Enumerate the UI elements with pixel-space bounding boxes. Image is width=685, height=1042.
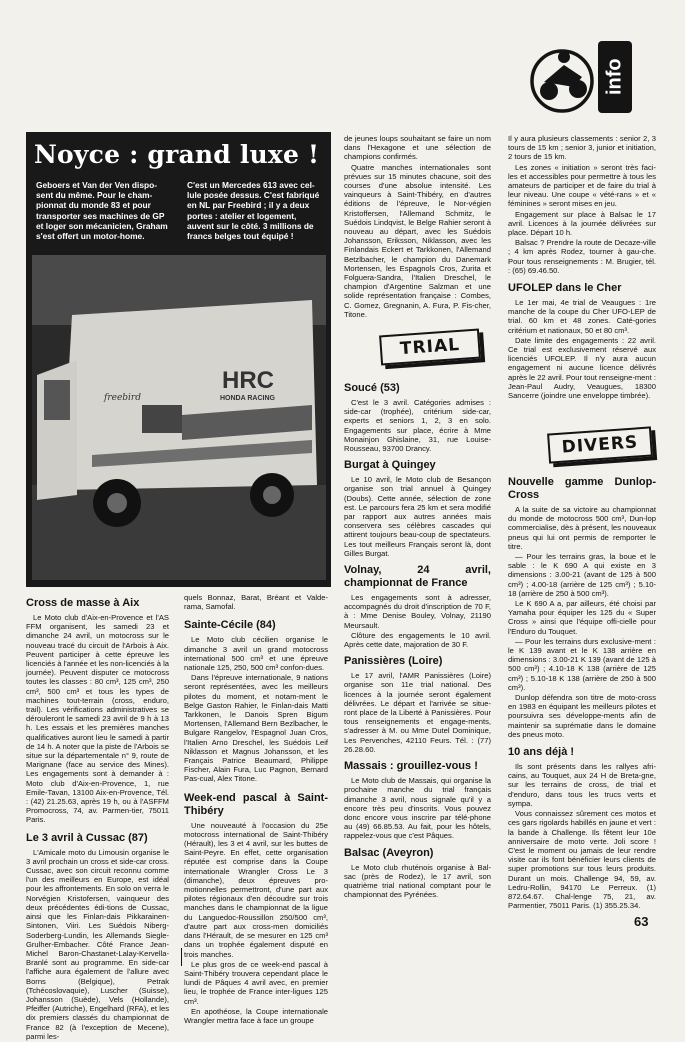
- article-paragraph: — Pour les terrains durs exclusive-ment : le K 139 avant et le K 138 arrière en dimensions : 3.00-21 K 139 (avant de 125 à 500 cm³) ; 4.10-18 K 138 (arrière de 125 cm³) ; 5.10-18 K 138 (arrière de 250 à 500 cm³).: [508, 636, 656, 692]
- article-paragraph: Le 17 avril, l'AMR Panissières (Loire) organise son 11e trial national. Des licences à la journée seront également délivrées. Le départ et l'arrivée se situe-ront place de la Liberté à Panissières. Pour tous renseignements et engage-ments, s'adresser à M. ou Mme Dutel Dominique, Les Pervenches, 42110 Feurs. Tél. : (77) 26.28.60.: [344, 671, 491, 754]
- article-paragraph: Le 10 avril, le Moto club de Besançon organise son trial annuel à Quingey (Doubs). Cette année, sélection de zone est. Le parcours fera 25 km et sera modifié par rapport aux autres années mais conservera ses célèbres cascades qui attirent toujours beau-coup de spectateurs. Les tout meilleurs Français seront là, dont Gilles Burgat.: [344, 475, 491, 558]
- article-title: Week-end pascal à Saint-Thibéry: [184, 791, 328, 817]
- article-title: Balsac (Aveyron): [344, 846, 434, 859]
- article-paragraph: Clôture des engagements le 10 avril. Après cette date, majoration de 30 F.: [344, 630, 491, 650]
- article-title: Soucé (53): [344, 382, 400, 394]
- column-1: [26, 593, 169, 1042]
- column-3: [344, 134, 491, 320]
- column-4-lower: [508, 472, 656, 911]
- photo-label-freebird: freebird: [104, 393, 141, 403]
- article-paragraph: L'Amicale moto du Limousin organise le 3 avril prochain un cross et side-car cross. Cussac, avec son circuit reconnu comme l'un des meilleurs en Europe, est idéal pour les affrontements. En solo on verra le Norvégien Kristofersen, vainqueur des deux précédentes édi-tions de Cussac, ainsi que les Finlan-dais Pikkarainen-Sintonen, Viiri. Les Suédois Niberg-Soderberg-Lundin, les Allemands Siegle-Grulher-Embacher. Côté France Jean-Michel Baron-Chastanet-Lalay-Kervella-Branlé sont au programme. En side-car l'affiche aura également de l'allure avec Borns (Belgique), Petrak (Tchécoslovaquie), Luscher (Suisse), Johansson (Suède), Vels (Hollande), Pfeiffer (Autriche), Engelhard (RFA), et les dix premiers classés du championnat de France 82 (à l'exception de Mecene), parmi les-: [26, 847, 169, 1041]
- article-title: Panissières (Loire): [344, 655, 443, 668]
- article-paragraph: — Pour les terrains gras, la boue et le sable : le K 690 A qui existe en 3 dimensions : 3.00-21 (avant de 125 à 500 cm³) ; 4.00-18 (arrière de 125 cm³) ; 5.10-18 (arrière de 250 à 500 cm³).: [508, 552, 656, 598]
- feature-headline: Noyce : grand luxe !: [34, 140, 320, 169]
- article-paragraph: Le Moto club cécilien organise le dimanche 3 avril un grand motocross international 500 cm³ et une épreuve nationale 125, 250, 500 cm³ confon-dues.: [184, 635, 328, 673]
- column-2: [184, 593, 328, 1026]
- article-title: Nouvelle gamme Dunlop-Cross: [508, 476, 656, 501]
- feature-caption-right: C'est un Mercedes 613 avec cel-lule posée dessus. C'est fabriqué en NL par Freebird ; il y a deux portes : atelier et logement, auvent sur le côté. 3 millions de francs belges tout équipé !: [187, 180, 320, 242]
- article-title: Le 3 avril à Cussac (87): [26, 831, 148, 844]
- article-paragraph: Les engagements sont à adresser, accompagnés du droit d'inscription de 70 F, à : Mme Denise Bouley, Volnay, 21190 Meursault.: [344, 593, 491, 630]
- column-3-lower: [344, 378, 491, 900]
- article-paragraph: Dans l'épreuve internationale, 9 nations seront représentées, avec les meilleurs pilotes du moment, et notam-ment le Belge Gaston Rahier, le Finlan-dais Matti Tarkkonen, le Danois Spren Bigum Mortensen, l'Allemand Bern Bezlbacher, le Bulgare Rangelov, l'Espagnol Juan Cros, l'Italien Arno Dreschel, les Suédois Leif Niklasson et Magnus Johansson, et les Français Patrice Beaumard, Philippe Fischer, Alain Fura, Luc Pagnon, Bernard Pas-cual, Alex Titone.: [184, 673, 328, 784]
- article-paragraph: Engagement sur place à Balsac le 17 avril. Licences à la journée délivrées sur place. Départ 10 h.: [508, 209, 656, 238]
- article-paragraph: Ils sont présents dans les rallyes afri-cains, au Touquet, aux 24 H de Breta-gne, sur les terrains de cross, de trial et d'enduro, dans tous les trucs verts et sympa.: [508, 762, 656, 808]
- article-paragraph: En apothéose, la Coupe internationale Wrangler mettra face à face un groupe: [184, 1006, 328, 1025]
- article-paragraph: Quatre manches internationales sont prévues sur 15 minutes chacune, soit des courses d'une absolue intensité. Les vainqueurs à Saint-Thibéry, en d'autres éditions de l'épreuve, le Nor-végien Kristoffersen, l'Allemand Schmitz, le Suédois Lindqvist, le Belge Rahier seront à nouveau au départ, avec les Suédois Johansson, Eriksson, Niklasson, avec les Finlandais Eckert et Tarkkonen, l'Allemand Betzlbacher, le champion du Danemark Mortensen, les Espagnols Cros, Zurita et Folguera-Sandra, l'Italien Dreschel, le champion d'Argentine Salzman et une solide représentation française : Combes, C. Gomez, Gregnanin, A. Fura, P. Fis-cher, Titone.: [344, 162, 491, 319]
- article-paragraph: A la suite de sa victoire au championnat du monde de motocross 500 cm³, Dun-lop commercialise, dès à présent, les nouveaux pneus qui lui ont permis de remporter le titre.: [508, 505, 656, 551]
- article-title: Volnay, 24 avril, championnat de France: [344, 564, 491, 590]
- article-title: Sainte-Cécile (84): [184, 619, 276, 632]
- info-badge: info: [598, 41, 632, 113]
- article-paragraph: Balsac ? Prendre la route de Decaze-ville ; 4 km après Rodez, tourner à gau-che. Pour tous renseignements : M. Brugier, tél. : (65) 69.46.50.: [508, 238, 656, 275]
- article-paragraph: Le Moto club rhuténois organise à Bal-sac (près de Rodez), le 17 avril, son quatrième trial national comptant pour le championnat des Pyrénées.: [344, 862, 491, 900]
- trial-stamp: TRIAL: [379, 329, 481, 366]
- article-paragraph: Le Moto club de Massais, qui organise la prochaine manche du trial français dimanche 3 avril, nous signale qu'il y a encore très peu d'inscrits. Vous pouvez donc encore vous inscrire par télé-phone au (49) 66.85.53. Au fait, pour les hôtels, rappelez-vous que c'est Pâques.: [344, 776, 491, 841]
- article-paragraph: Les zones « initiation » seront très faci-les et accessibles pour permettre à tous les amateurs de participer et de faire du trial à leur niveau. Une coupe « vété-rans » et « féminines » seront mises en jeu.: [508, 162, 656, 209]
- article-paragraph: Le plus gros de ce week-end pascal à Saint-Thibéry trouvera cependant place le lundi de Pâques 4 avril avec, en premier lieu, le trophée de France inter-ligues 125 cm³.: [184, 959, 328, 1006]
- article-paragraph: Le K 690 A a, par ailleurs, été choisi par Yamaha pour équiper les 125 du « Super Cross » ainsi que l'équipe offi-cielle pour l'Enduro du Touquet.: [508, 599, 656, 636]
- article-paragraph: Il y aura plusieurs classements : senior 2, 3 tours de 15 km ; senior 3, junior et initiation, 2 tours de 15 km.: [508, 134, 656, 162]
- info-logo: [524, 37, 649, 119]
- gutter-mark: [181, 948, 182, 966]
- column-4: [508, 134, 656, 401]
- article-paragraph: Une nouveauté à l'occasion du 25e motocross international de Saint-Thibéry (Hérault), les 3 et 4 avril, sur les buttes de Saint-Peyre. En effet, cette organisation réputée est comprise dans la Coupe internationale Wrangler Cross Le 3 (dimanche), deux épreuves pro-motionnelles permettront, d'une part aux pilotes régionaux d'en découdre sur trois manches dans le championnat de la ligue du Languedoc-Roussillon 250/500 cm³, d'autre part aux cross-men domiciliés dans l'Hérault, de se mesurer en 125 cm³ dans un trophée également disputé en trois manches.: [184, 820, 328, 959]
- page-number: 63: [634, 914, 649, 929]
- article-paragraph: Dunlop défendra son titre de moto-cross en 1983 en équipant les meilleurs pilotes et poursuivra ses développe-ments afin de maintenir sa suprématie dans le domaine des pneus moto.: [508, 693, 656, 739]
- motorhome-photo: [32, 255, 326, 580]
- article-paragraph: de jeunes loups souhaitant se faire un nom dans l'Hexagone et une sélection de champions confirmés.: [344, 134, 491, 162]
- article-paragraph: Le 1er mai, 4e trial de Veaugues : 1re manche de la coupe du Cher UFO-LEP de trial. 60 km et 48 zones. Caté-gories critérium et nationaux, 50 et 80 cm³.: [508, 298, 656, 335]
- article-paragraph: Date limite des engagements : 22 avril. Ce trial est exclusivement réservé aux licenciés UFOLEP. Il n'y aura aucun engagement ni aucune licence délivrés après le 22 avril. Pour tout renseigne-ment : Jean-Paul Audry, Veaugues, 18300 Sancerre (joindre une enveloppe timbrée).: [508, 335, 656, 401]
- article-title: 10 ans déjà !: [508, 746, 575, 759]
- photo-label-hrc: HRC: [222, 367, 274, 394]
- article-title: UFOLEP dans le Cher: [508, 282, 622, 295]
- article-paragraph: Le Moto club d'Aix-en-Provence et l'AS FFM organisent, les samedi 23 et dimanche 24 avril, un motocross sur le nouveau tracé du circuit de l'Arbois à Aix. Peuvent participer à cette épreuve les licenciés à l'année et les non-licenciés à la journée). Peuvent disputer ce motocross toutes les classes : 80 cm³, 125 cm³, 250 cm³, 500 cm³ et tous les types de machines tout-terrain (cross, enduro, trail). Les vérifications administratives se dérouleront le samedi 23 avril de 9 h à 13 h. Les essais et les premières manches qualificatives auront lieu le samedi à partir de 14 h. A noter que la piste de l'Arbois se situe sur la départementale n° 9, route de Marignane (face au service des Mines). Les engagements sont à demander à : Moto club d'Aix-en-Provence, 1, rue Emile-Tavan, 13100 Aix-en-Provence, Tél. : (42) 21.25.63, après 19 h, ou à l'ASFFM Promocross, 74, av. Parmen-tier, 75011 Paris.: [26, 613, 169, 825]
- photo-label-honda: HONDA RACING: [220, 395, 275, 402]
- article-title: Massais : grouillez-vous !: [344, 760, 478, 773]
- divers-stamp: DIVERS: [547, 426, 653, 463]
- feature-caption-left: Geboers et Van der Ven dispo-sent du même. Pour le cham-pionnat du monde 83 et pour transporter ses machines de GP et loger son mécanicien, Graham s'est offert un motor-home.: [36, 180, 168, 242]
- article-title: Cross de masse à Aix: [26, 597, 140, 609]
- article-paragraph: C'est le 3 avril. Catégories admises : side-car (trophée), critérium side-car, experts et seniors 1, 2, 3 en solo. Engagements sur place, écrire à Mme Monainjon Ghislaine, 31, rue Louise-Rousseau, 93700 Drancy.: [344, 398, 491, 454]
- article-title: Burgat à Quingey: [344, 459, 436, 472]
- article-paragraph: quels Bonnaz, Barat, Bréant et Valde-rama, Samofal.: [184, 593, 328, 612]
- article-paragraph: Vous connaissez sûrement ces motos et ces gars rigolards habillés en jaune et vert : la bande à Challenge. Ils fêtent leur 10e anniversaire de moto verte. Joli score ! C'est le moment ou jamais de leur rendre visite car ils font bénéficier leurs clients de super promotions sur tous leurs produits. Durant un mois. Challenge 94, 59, av. Ledru-Rollin, 94170 Le Perreux. (1) 872.64.67. Chal-lenge 75, 21, av. Parmentier, 75011 Paris. (1) 355.25.34.: [508, 809, 656, 911]
